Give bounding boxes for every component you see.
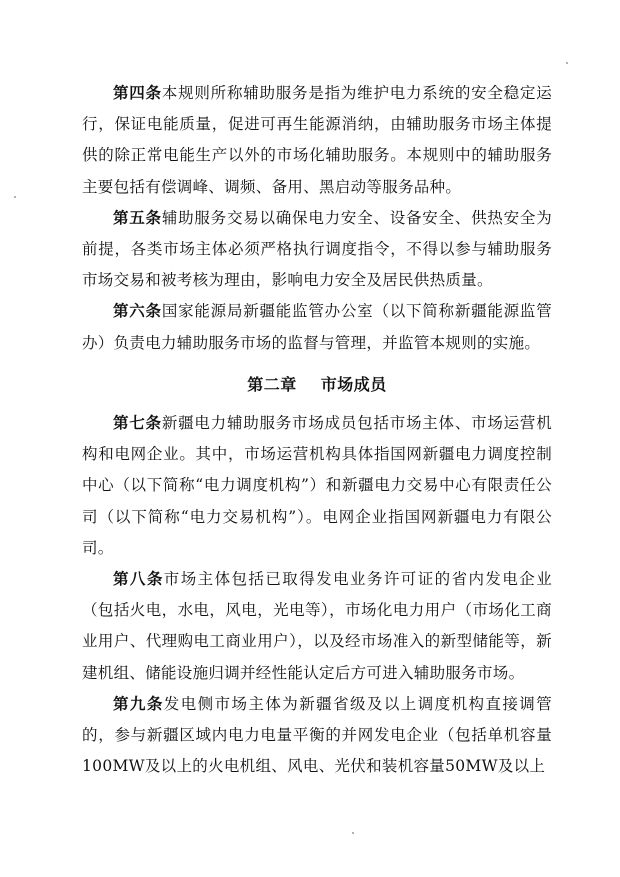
- scan-speck: [352, 832, 354, 834]
- chapter-number: 第二章: [247, 374, 297, 394]
- chapter-title: 市场成员: [320, 374, 387, 394]
- article-label: 第八条: [113, 570, 164, 589]
- article-4: [82, 78, 552, 203]
- article-9: [82, 689, 552, 783]
- article-text: 市场主体包括已取得发电业务许可证的省内发电企业（包括火电，水电，风电，光电等），市场化电力用户（市场化工商业用户、代理购电工商业用户），以及经市场准入的新型储能等，新建机组、储能设施归调并经性能认定后方可进入辅助服务市场。: [82, 570, 553, 682]
- article-text: 辅助服务交易以确保电力安全、设备安全、供热安全为前提，各类市场主体必须严格执行调度指令，不得以参与辅助服务市场交易和被考核为理由，影响电力安全及居民供热质量。: [82, 208, 553, 290]
- chapter-heading: [82, 369, 552, 400]
- article-text: 发电侧市场主体为新疆省级及以上调度机构直接调管的，参与新疆区域内电力电量平衡的并网发电企业（包括单机容量100MW及以上的火电机组、风电、光伏和装机容量50MW及以上: [82, 694, 553, 776]
- article-label: 第七条: [113, 414, 162, 433]
- article-text: 新疆电力辅助服务市场成员包括市场主体、市场运营机构和电网企业。其中，市场运营机构具体指国网新疆电力调度控制中心（以下简称“电力调度机构”）和新疆电力交易中心有限责任公司（以下简称“电力交易机构”）。电网企业指国网新疆电力有限公司。: [82, 414, 553, 557]
- article-text: 本规则所称辅助服务是指为维护电力系统的安全稳定运行，保证电能质量，促进可再生能源消纳，由辅助服务市场主体提供的除正常电能生产以外的市场化辅助服务。本规则中的辅助服务主要包括有偿调峰、调频、备用、黑启动等服务品种。: [82, 84, 553, 196]
- article-5: [82, 203, 552, 297]
- scan-speck: [14, 196, 16, 198]
- article-8: [82, 564, 552, 689]
- article-7: [82, 408, 552, 564]
- scan-speck: [566, 62, 568, 64]
- article-label: 第五条: [113, 208, 162, 227]
- article-label: 第六条: [113, 302, 162, 321]
- article-6: [82, 296, 552, 358]
- article-text: 国家能源局新疆能监管办公室（以下简称新疆能源监管办）负责电力辅助服务市场的监督与管理，并监管本规则的实施。: [82, 302, 553, 352]
- article-label: 第四条: [113, 84, 162, 102]
- document-body: [82, 78, 552, 782]
- article-label: 第九条: [113, 694, 164, 713]
